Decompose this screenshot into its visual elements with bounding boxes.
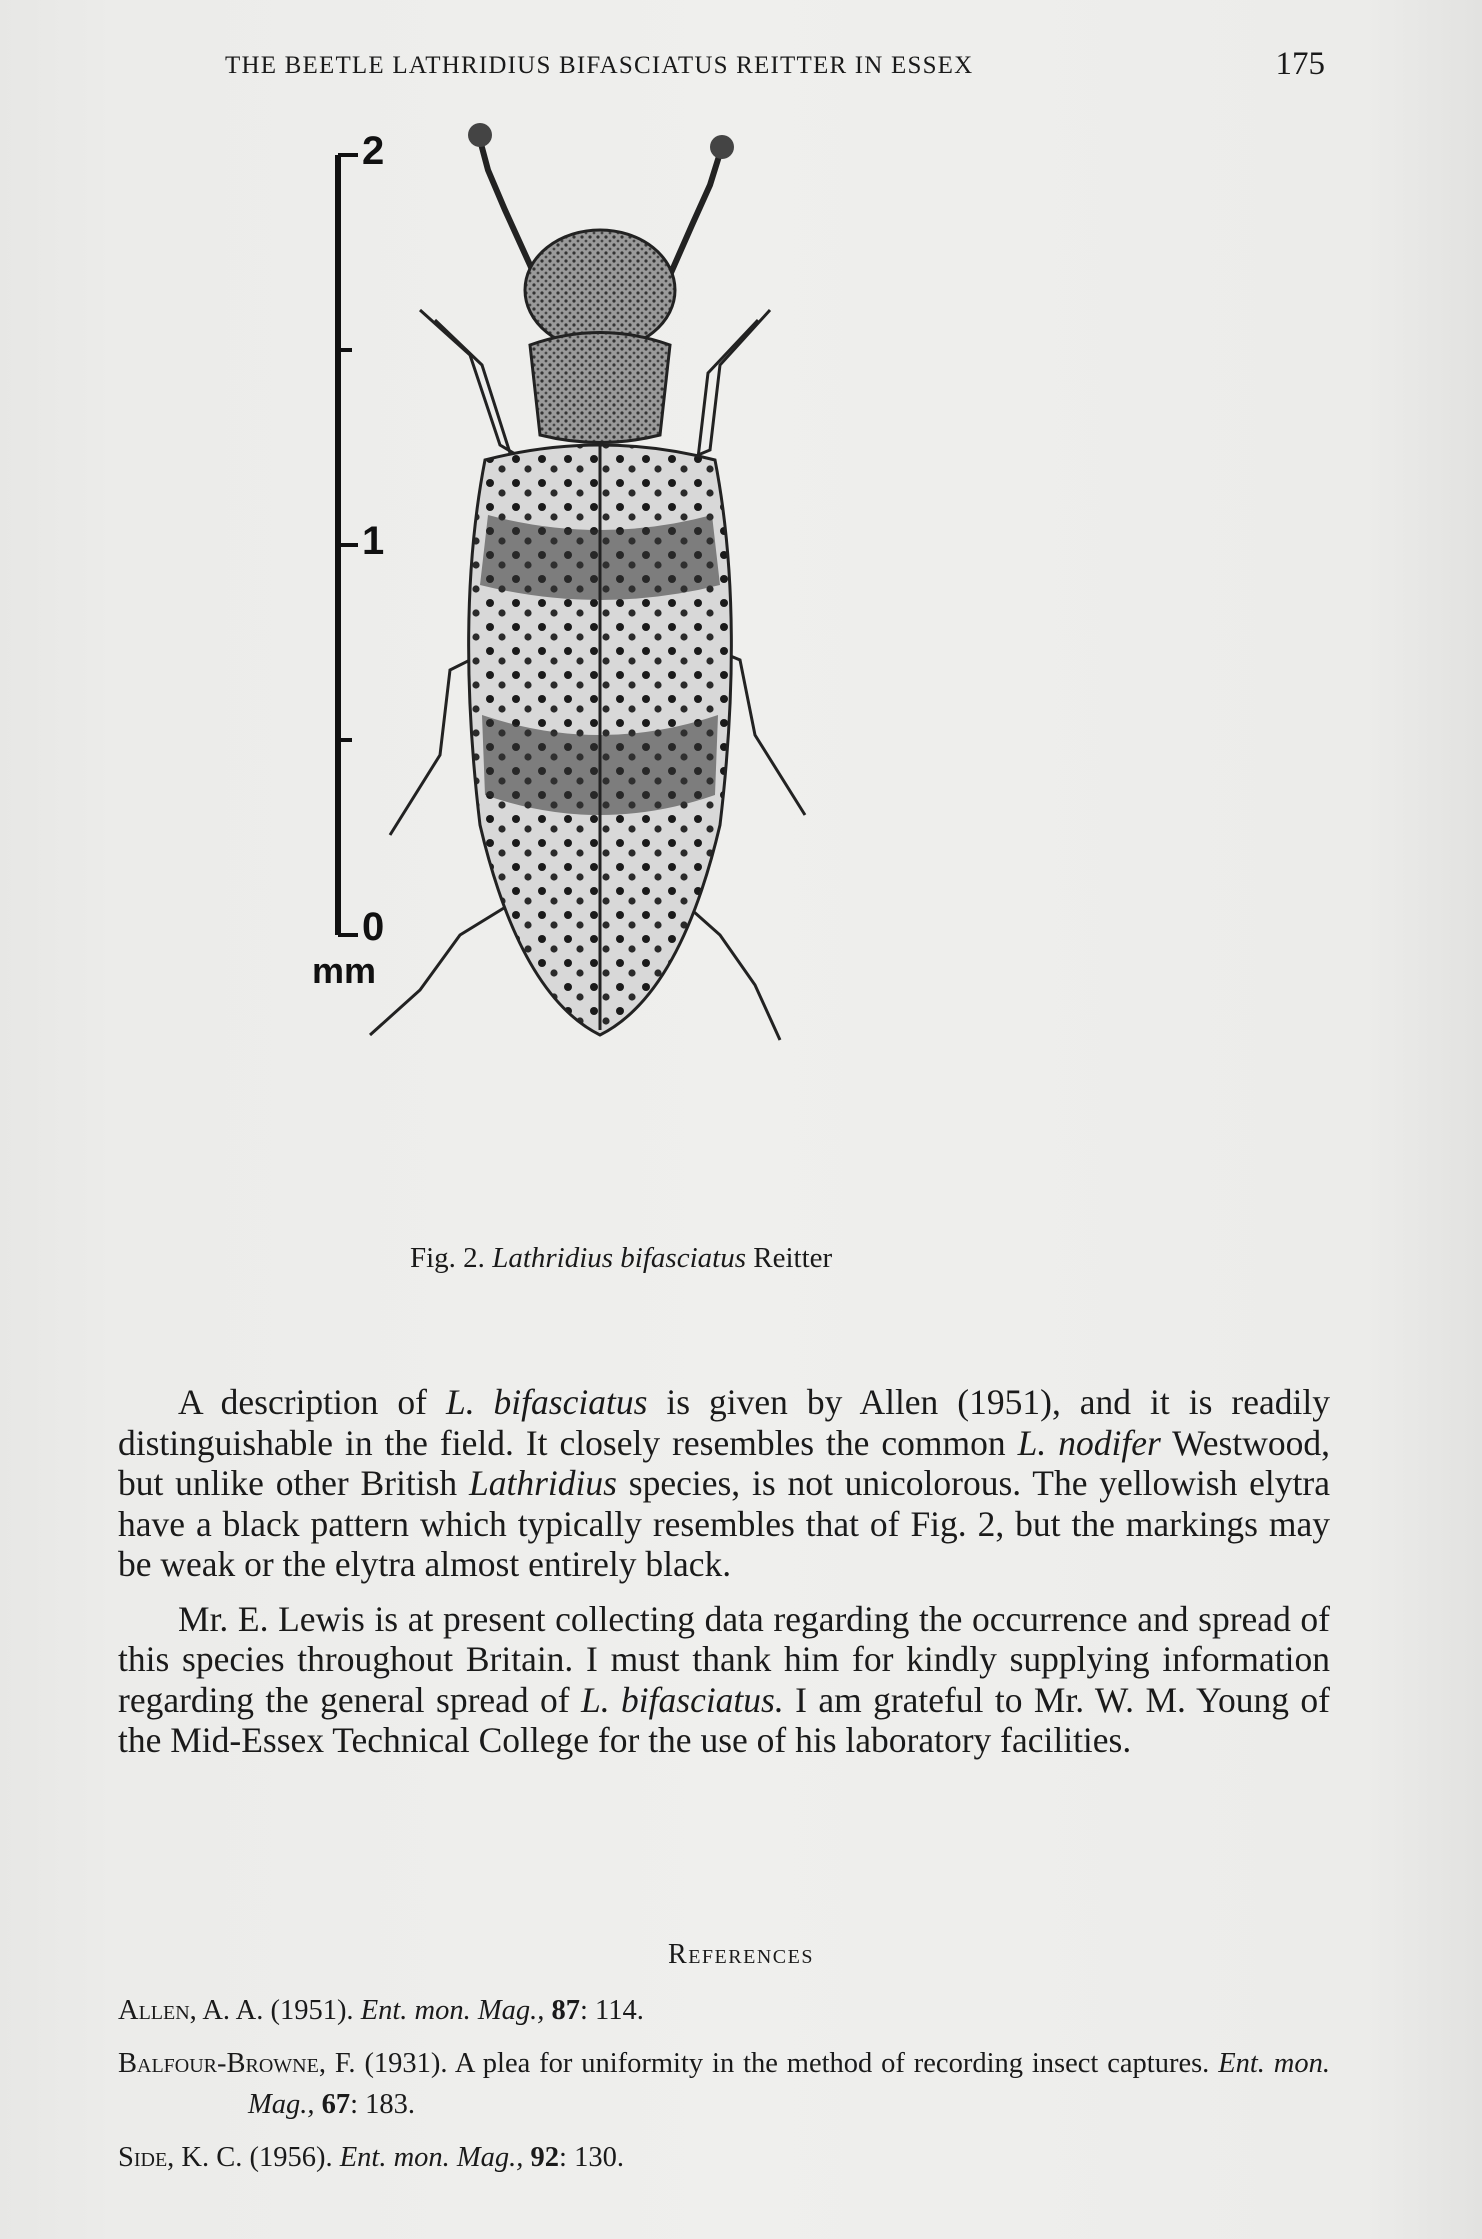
p1-text-2: is given by Allen (1951), and it is readily distinguishable in the field. It closely resembles the common bbox=[118, 1382, 1330, 1463]
p1-italic-1: L. bifasciatus bbox=[445, 1382, 648, 1422]
beetle-figure bbox=[300, 115, 1130, 1230]
reference-item: Side, K. C. (1956). Ent. mon. Mag., 92: 130. bbox=[118, 2142, 624, 2173]
scale-unit: mm bbox=[312, 950, 377, 991]
scale-label-0: 0 bbox=[362, 905, 385, 949]
body-text bbox=[118, 1382, 1330, 1775]
references-list bbox=[118, 1990, 1330, 2190]
page-number: 175 bbox=[1275, 46, 1325, 82]
reference-item: Allen, A. A. (1951). Ent. mon. Mag., 87: 114. bbox=[118, 1995, 644, 2026]
p1-text-3: Westwood, but unlike other British bbox=[118, 1422, 1330, 1503]
beetle-illustration bbox=[300, 115, 1130, 1230]
figure-species: Lathridius bifasciatus bbox=[492, 1242, 746, 1274]
figure-authority: Reitter bbox=[753, 1242, 833, 1274]
p1-italic-2: L. nodifer bbox=[1017, 1422, 1161, 1463]
paragraph-2 bbox=[118, 1599, 1330, 1761]
running-title: THE BEETLE LATHRIDIUS BIFASCIATUS REITTER IN ESSEX bbox=[225, 52, 974, 79]
p1-text-4: species, is not unicolorous. The yellowish elytra have a black pattern which typically resembles that of Fig. 2, but the markings may be weak or the elytra almost entirely black. bbox=[118, 1463, 1330, 1584]
p1-italic-3: Lathridius bbox=[468, 1463, 617, 1503]
scale-label-2: 2 bbox=[362, 129, 385, 173]
p1-text-1: A description of bbox=[178, 1382, 446, 1422]
paragraph-1 bbox=[118, 1382, 1330, 1585]
p2-text-2: I am grateful to Mr. W. M. Young of the Mid-Essex Technical College for the use of his laboratory facilities. bbox=[118, 1679, 1330, 1760]
figure-caption bbox=[410, 1242, 1210, 1275]
p2-text-1: Mr. E. Lewis is at present collecting data regarding the occurrence and spread of this species throughout Britain. I must thank him for kindly supplying information regarding the general spread of bbox=[118, 1598, 1330, 1720]
scale-label-1: 1 bbox=[362, 519, 385, 563]
reference-item: Balfour-Browne, F. (1931). A plea for uniformity in the method of recording insect captures. Ent. mon. Mag., 67: 183. bbox=[118, 2048, 1330, 2120]
p2-italic-1: L. bifasciatus. bbox=[581, 1679, 784, 1720]
figure-label: Fig. 2. bbox=[410, 1242, 485, 1274]
page-header bbox=[225, 46, 1325, 90]
references-heading: References bbox=[668, 1939, 814, 1970]
